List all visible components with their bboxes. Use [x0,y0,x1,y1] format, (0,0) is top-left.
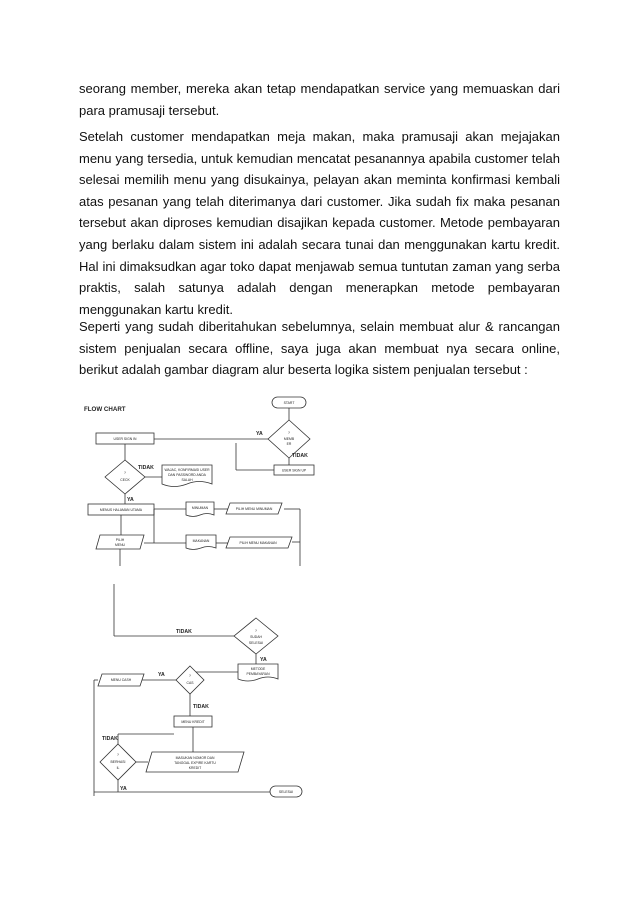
metode-text: METODE [250,667,266,671]
decision-text: ? [124,471,126,475]
user-sign-in-label: USER SIGN IN [113,437,137,441]
decision-text: CAS [186,681,194,685]
flowchart-diagram [78,388,320,800]
user-sign-up-label: USER SIGN UP [281,468,307,473]
decision-text: ER [286,442,292,446]
error-text: WAJAC, KONFIRMASI USER [164,468,210,472]
decision-text: IL [116,766,120,770]
decision-text: ? [255,629,257,633]
no-label: TIDAK [176,629,192,635]
decision-text: MEMB [283,437,295,441]
decision-text: ? [117,753,119,757]
decision-text: SELESAI [248,641,264,645]
paragraph-2: Setelah customer mendapatkan meja makan, maka pramusaji akan mejajakan menu yang tersedia, untuk kemudian mencatat pesanannya apabila customer telah selesai memilih menu yang disukainya, pelayan akan meminta konfirmasi kembali atas pesanan yang telah diterimanya dari customer. Jika sudah fix maka pesanan tersebut akan diproses kemudian disajikan kepada customer. Metode pembayaran yang berlaku dalam sistem ini adalah secara tunai dan menggunakan kartu kredit. Hal ini dimaksudkan agar toko dapat menjawab semua tuntutan zaman yang serba praktis, salah satunya adalah dengan menerapkan metode pembayaran menggunakan kartu kredit. [79,129,560,317]
yes-label: YA [256,431,263,437]
yes-label: YA [127,497,134,503]
decision-text: CECK [120,478,130,482]
start-label: START [283,401,295,405]
menu-kredit-label: MENU KREDIT [181,720,205,724]
paragraph-1: seorang member, mereka akan tetap mendapatkan service yang memuaskan dari para pramusaji tersebut. [79,81,560,118]
cas-decision [176,666,204,694]
pilih-text: MENU [115,543,125,547]
pilih-makanan-label: PILIH MENU MAKANAN [239,541,277,545]
flowchart-title: FLOW CHART [84,406,126,413]
input-card-text: MASUKAN NOMOR DAN [175,756,215,760]
decision-text: BERHASI [110,760,126,764]
metode-text: PEMBAYARAN [246,672,270,676]
no-label: TIDAK [138,465,154,471]
main-menu-label: MENUS HALAMAN UTAMA [99,508,143,512]
pilih-minuman-label: PILIH MENU MINUMAN [235,507,273,511]
decision-text: ? [288,431,290,435]
selesai-label: SELESAI [278,790,294,794]
input-card-text: KREDIT [188,766,202,770]
decision-text: SUDAH [250,635,262,639]
makanan-label: MAKANAN [192,539,210,543]
no-label: TIDAK [193,704,209,710]
minuman-label: MINUMAN [191,506,209,510]
error-text: SALAH [181,478,193,482]
pilih-text: PILIH [115,538,125,542]
input-card-text: TANGGAL EXPIRE KARTU [174,761,216,765]
menu-cash-label: MENU CASH [110,678,132,682]
yes-label: YA [158,672,165,678]
no-label: TIDAK [102,736,118,742]
decision-text: ? [189,674,191,678]
yes-label: YA [260,657,267,663]
paragraph-3: Seperti yang sudah diberitahukan sebelumnya, selain membuat alur & rancangan sistem penjualan secara offline, saya juga akan membuat nya secara online, berikut adalah gambar diagram alur beserta logika sistem penjualan tersebut : [79,319,560,378]
no-label: TIDAK [292,453,308,459]
error-text: DAN PASSWORD ANDA [168,473,206,477]
yes-label: YA [120,786,127,792]
flowchart-figure [78,388,320,805]
